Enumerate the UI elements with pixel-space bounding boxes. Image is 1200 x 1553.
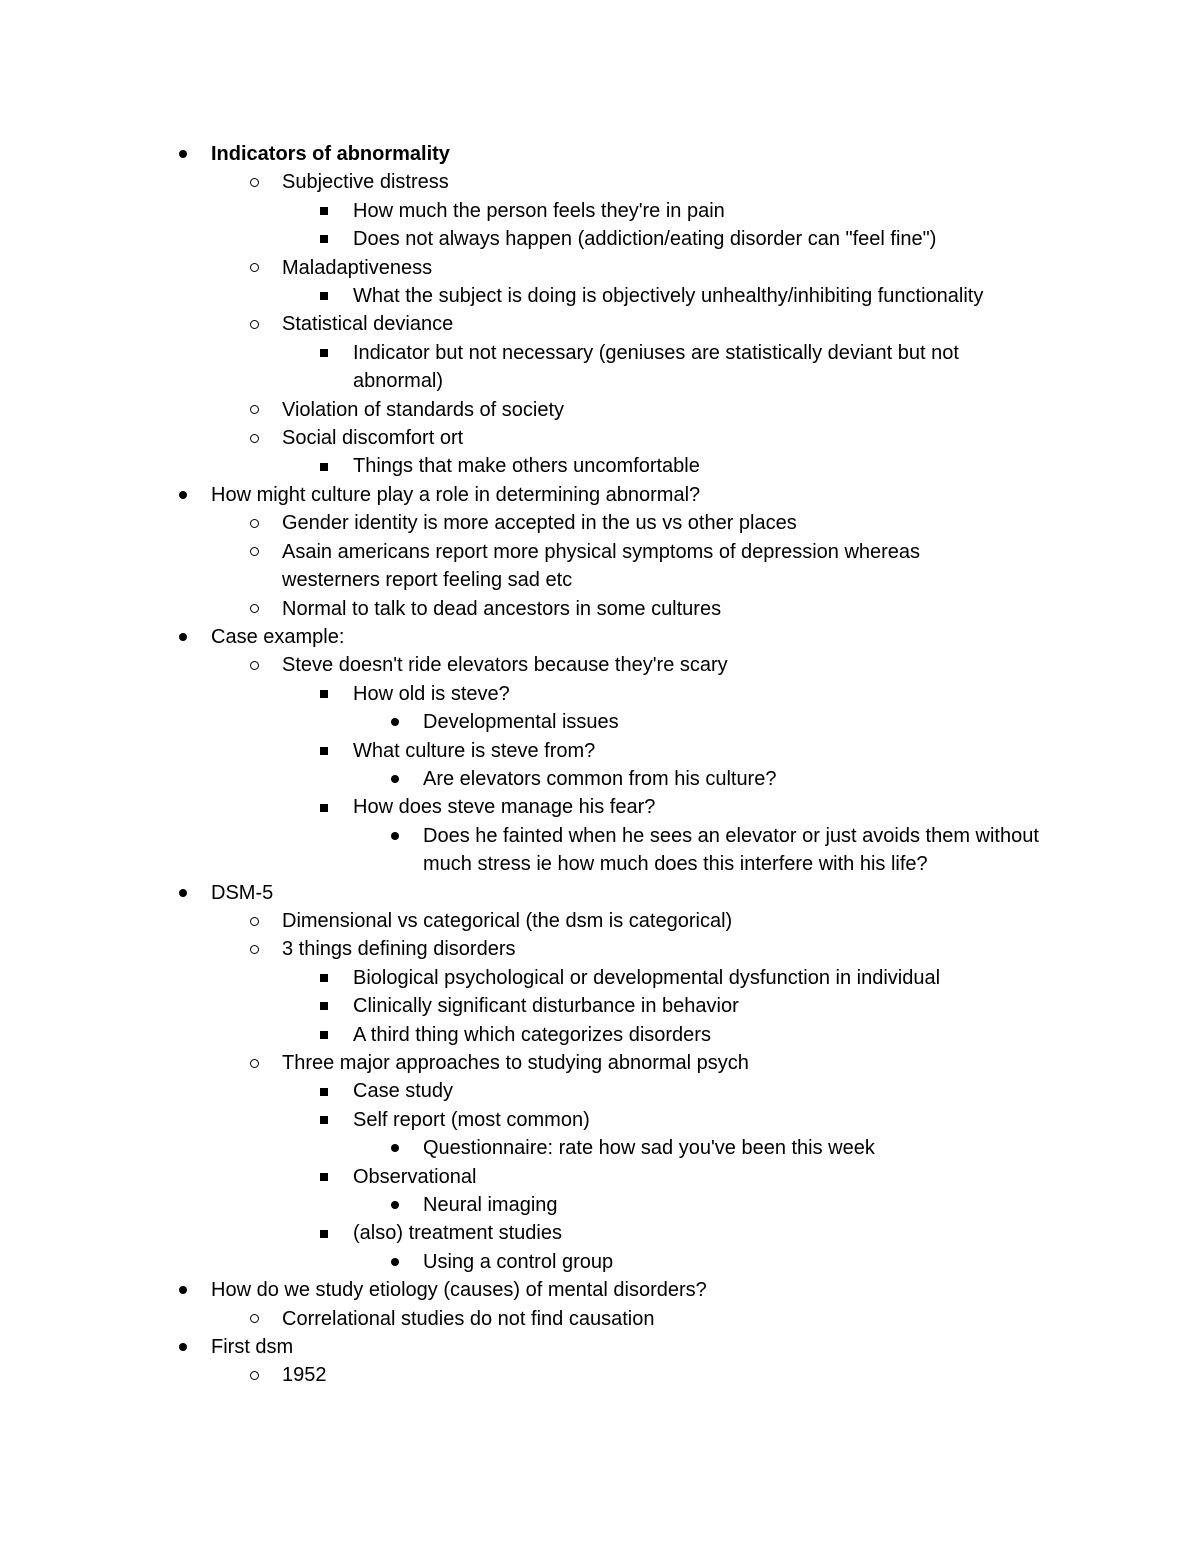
outline-item-level-1	[0, 1049, 1002, 1077]
outline-item-text: Biological psychological or developmental dysfunction in individual	[353, 966, 941, 989]
outline-item-level-2	[0, 1021, 1033, 1049]
outline-item-text: Subjective distress	[282, 171, 449, 194]
square-bullet-icon	[317, 737, 331, 765]
outline-item-text: Three major approaches to studying abnormal psych	[282, 1052, 749, 1074]
square-bullet-icon	[317, 992, 331, 1020]
outline-item-text: Indicators of abnormality	[211, 143, 450, 165]
hollow-circle-bullet-icon	[247, 1049, 261, 1077]
outline-item-level-2	[0, 964, 1033, 992]
square-bullet-icon	[317, 1219, 331, 1247]
outline-item-text: Case study	[353, 1080, 454, 1103]
square-bullet-icon	[317, 1021, 331, 1049]
outline-item-level-3	[0, 1191, 1053, 1219]
outline-item-text: How might culture play a role in determining abnormal?	[211, 483, 701, 506]
outline-item-level-1	[0, 254, 1002, 282]
outline-item-text: Clinically significant disturbance in behavior	[353, 995, 739, 1018]
hollow-circle-bullet-icon	[247, 310, 261, 338]
outline-item-text: (also) treatment studies	[353, 1222, 562, 1245]
filled-circle-bullet-icon	[176, 623, 190, 651]
outline-item-level-1	[0, 424, 1002, 452]
outline-item-level-1	[0, 538, 1002, 595]
hollow-circle-bullet-icon	[247, 168, 261, 196]
document-page	[0, 140, 1200, 1390]
outline-item-level-2	[0, 737, 1033, 765]
outline-item-text: DSM-5	[211, 881, 274, 904]
hollow-circle-bullet-icon	[247, 1361, 261, 1389]
outline-item-level-2	[0, 680, 1033, 708]
outline-item-text: How old is steve?	[353, 682, 510, 705]
outline-item-text: Violation of standards of society	[282, 398, 565, 421]
outline-item-text: Neural imaging	[423, 1194, 558, 1217]
outline-item-text: Does he fainted when he sees an elevator or just avoids them without much stress ie how much does this interfere with his life?	[423, 824, 1039, 876]
outline-item-text: Indicator but not necessary (geniuses are statistically deviant but not abnormal)	[353, 341, 959, 393]
square-bullet-icon	[317, 680, 331, 708]
outline-item-text: Statistical deviance	[282, 313, 454, 336]
outline-item-level-3	[0, 822, 1053, 879]
outline-item-level-1	[0, 595, 1002, 623]
outline-item-text: Dimensional vs categorical (the dsm is categorical)	[282, 909, 733, 932]
outline-item-level-3	[0, 1248, 1053, 1276]
outline-item-level-3	[0, 765, 1053, 793]
outline-item-text: Are elevators common from his culture?	[423, 767, 777, 790]
filled-circle-bullet-icon	[388, 765, 402, 793]
outline-item-text: First dsm	[211, 1336, 294, 1359]
hollow-circle-bullet-icon	[247, 1305, 261, 1333]
filled-circle-bullet-icon	[176, 481, 190, 509]
outline-item-level-1	[0, 168, 1002, 196]
outline-item-level-1	[0, 1361, 1002, 1389]
outline-item-level-1	[0, 509, 1002, 537]
outline-item-text: A third thing which categorizes disorders	[353, 1023, 711, 1046]
outline-item-text: Questionnaire: rate how sad you've been this week	[423, 1137, 875, 1160]
outline-item-text: Normal to talk to dead ancestors in some cultures	[282, 597, 722, 620]
square-bullet-icon	[317, 197, 331, 225]
outline-item-level-2	[0, 197, 1033, 225]
hollow-circle-bullet-icon	[247, 595, 261, 623]
filled-circle-bullet-icon	[176, 879, 190, 907]
filled-circle-bullet-icon	[388, 1248, 402, 1276]
hollow-circle-bullet-icon	[247, 424, 261, 452]
outline-item-level-1	[0, 907, 1002, 935]
filled-circle-bullet-icon	[176, 1276, 190, 1304]
hollow-circle-bullet-icon	[247, 907, 261, 935]
square-bullet-icon	[317, 1077, 331, 1105]
outline-item-level-1	[0, 310, 1002, 338]
outline-item-level-1	[0, 396, 1002, 424]
filled-circle-bullet-icon	[176, 1333, 190, 1361]
outline-item-level-2	[0, 339, 1033, 396]
outline-item-text: Does not always happen (addiction/eating disorder can "feel fine")	[353, 228, 937, 251]
filled-circle-bullet-icon	[388, 708, 402, 736]
square-bullet-icon	[317, 793, 331, 821]
filled-circle-bullet-icon	[176, 140, 190, 168]
outline-item-level-1	[0, 935, 1002, 963]
outline-item-level-0	[0, 623, 1031, 651]
outline-item-text: Self report (most common)	[353, 1108, 590, 1131]
square-bullet-icon	[317, 1106, 331, 1134]
outline-item-text: 3 things defining disorders	[282, 938, 516, 961]
outline-item-text: Steve doesn't ride elevators because they're scary	[282, 654, 728, 677]
outline-item-level-0	[0, 879, 1031, 907]
outline-item-level-0	[0, 481, 1031, 509]
square-bullet-icon	[317, 339, 331, 367]
outline-item-level-0	[0, 1276, 1031, 1304]
filled-circle-bullet-icon	[388, 1191, 402, 1219]
outline-item-text: Gender identity is more accepted in the us vs other places	[282, 512, 797, 535]
hollow-circle-bullet-icon	[247, 651, 261, 679]
outline-item-text: How much the person feels they're in pain	[353, 199, 725, 222]
outline-item-text: Things that make others uncomfortable	[353, 455, 700, 478]
outline-item-level-0	[0, 1333, 1031, 1361]
outline-item-text: Maladaptiveness	[282, 256, 433, 279]
square-bullet-icon	[317, 452, 331, 480]
notes-outline	[0, 140, 1200, 1390]
outline-item-level-1	[0, 1305, 1002, 1333]
square-bullet-icon	[317, 282, 331, 310]
outline-item-level-2	[0, 793, 1033, 821]
outline-item-text: How does steve manage his fear?	[353, 796, 656, 819]
hollow-circle-bullet-icon	[247, 935, 261, 963]
filled-circle-bullet-icon	[388, 822, 402, 850]
hollow-circle-bullet-icon	[247, 509, 261, 537]
square-bullet-icon	[317, 964, 331, 992]
outline-item-level-2	[0, 992, 1033, 1020]
outline-item-text: Social discomfort ort	[282, 427, 464, 450]
outline-item-level-0	[0, 140, 1031, 168]
outline-item-text: What the subject is doing is objectively unhealthy/inhibiting functionality	[353, 285, 984, 308]
square-bullet-icon	[317, 225, 331, 253]
outline-item-text: Correlational studies do not find causation	[282, 1307, 655, 1330]
outline-item-text: Developmental issues	[423, 711, 619, 734]
outline-item-level-1	[0, 651, 1002, 679]
outline-item-level-2	[0, 225, 1033, 253]
hollow-circle-bullet-icon	[247, 538, 261, 566]
outline-item-level-2	[0, 1219, 1033, 1247]
outline-item-level-3	[0, 1134, 1053, 1162]
filled-circle-bullet-icon	[388, 1134, 402, 1162]
square-bullet-icon	[317, 1163, 331, 1191]
outline-item-level-3	[0, 708, 1053, 736]
outline-item-text: Asain americans report more physical symptoms of depression whereas westerners report feeling sad etc	[282, 540, 921, 592]
outline-item-level-2	[0, 1106, 1033, 1134]
hollow-circle-bullet-icon	[247, 254, 261, 282]
outline-item-level-2	[0, 1163, 1033, 1191]
outline-item-level-2	[0, 282, 1033, 310]
outline-item-text: Observational	[353, 1165, 477, 1188]
hollow-circle-bullet-icon	[247, 396, 261, 424]
outline-item-text: Case example:	[211, 625, 345, 648]
outline-item-level-2	[0, 452, 1033, 480]
outline-item-text: What culture is steve from?	[353, 739, 596, 762]
outline-item-text: Using a control group	[423, 1250, 614, 1273]
outline-item-level-2	[0, 1077, 1033, 1105]
outline-item-text: How do we study etiology (causes) of mental disorders?	[211, 1279, 707, 1302]
outline-item-text: 1952	[282, 1364, 327, 1387]
